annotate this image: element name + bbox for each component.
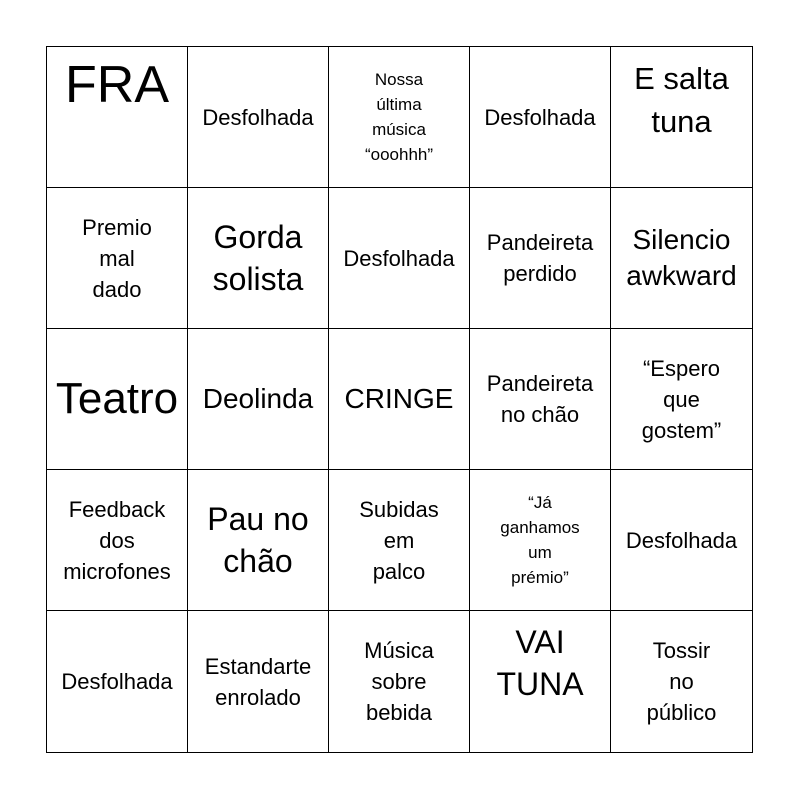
cell-text: FRA xyxy=(65,56,169,114)
bingo-cell[interactable] xyxy=(470,47,611,188)
bingo-cell[interactable] xyxy=(611,188,752,329)
cell-text: CRINGE xyxy=(344,383,454,414)
bingo-cell[interactable] xyxy=(47,188,188,329)
cell-text: Desfolhada xyxy=(202,104,314,130)
bingo-cell[interactable] xyxy=(329,611,470,752)
bingo-cell[interactable] xyxy=(47,329,188,470)
bingo-cell[interactable] xyxy=(611,470,752,611)
cell-text: Desfolhada xyxy=(343,245,455,271)
bingo-cell[interactable] xyxy=(611,611,752,752)
bingo-cell[interactable] xyxy=(47,47,188,188)
bingo-cell[interactable] xyxy=(188,329,329,470)
bingo-cell[interactable] xyxy=(470,470,611,611)
cell-text: E salta tuna xyxy=(634,61,729,139)
bingo-card xyxy=(46,46,753,753)
cell-text: Música sobre bebida xyxy=(364,638,434,725)
bingo-cell[interactable] xyxy=(470,611,611,752)
cell-text: Premio mal dado xyxy=(82,214,152,302)
cell-text: VAI TUNA xyxy=(496,624,584,702)
bingo-cell[interactable] xyxy=(47,611,188,752)
cell-text: Desfolhada xyxy=(484,104,596,130)
bingo-cell[interactable] xyxy=(470,188,611,329)
cell-text: Teatro xyxy=(55,374,179,423)
cell-text: Silencio awkward xyxy=(626,224,737,291)
cell-text: Subidas em palco xyxy=(359,496,439,584)
bingo-cell[interactable] xyxy=(188,188,329,329)
bingo-cell[interactable] xyxy=(329,47,470,188)
bingo-cell[interactable] xyxy=(329,188,470,329)
cell-text: Pandeireta perdido xyxy=(486,230,594,286)
cell-text: Desfolhada xyxy=(61,669,173,694)
bingo-cell[interactable] xyxy=(329,329,470,470)
cell-text: Estandarte enrolado xyxy=(204,653,312,710)
cell-text: Desfolhada xyxy=(625,527,738,553)
cell-text: Gorda solista xyxy=(212,219,304,297)
bingo-cell[interactable] xyxy=(188,611,329,752)
bingo-cell[interactable] xyxy=(611,47,752,188)
cell-text: Tossir no público xyxy=(646,638,717,725)
cell-text: “Espero que gostem” xyxy=(641,355,722,443)
bingo-cell[interactable] xyxy=(470,329,611,470)
bingo-cell[interactable] xyxy=(188,47,329,188)
cell-text: Pandeireta no chão xyxy=(486,371,594,427)
bingo-cell[interactable] xyxy=(329,470,470,611)
bingo-cell[interactable] xyxy=(188,470,329,611)
bingo-cell[interactable] xyxy=(47,470,188,611)
cell-text: Nossa última música “ooohhh” xyxy=(364,70,434,164)
cell-text: Feedback dos microfones xyxy=(63,496,171,584)
cell-text: Pau no chão xyxy=(207,501,309,579)
bingo-cell[interactable] xyxy=(611,329,752,470)
cell-text: “Já ganhamos um prémio” xyxy=(500,493,580,587)
cell-text: Deolinda xyxy=(202,383,314,414)
